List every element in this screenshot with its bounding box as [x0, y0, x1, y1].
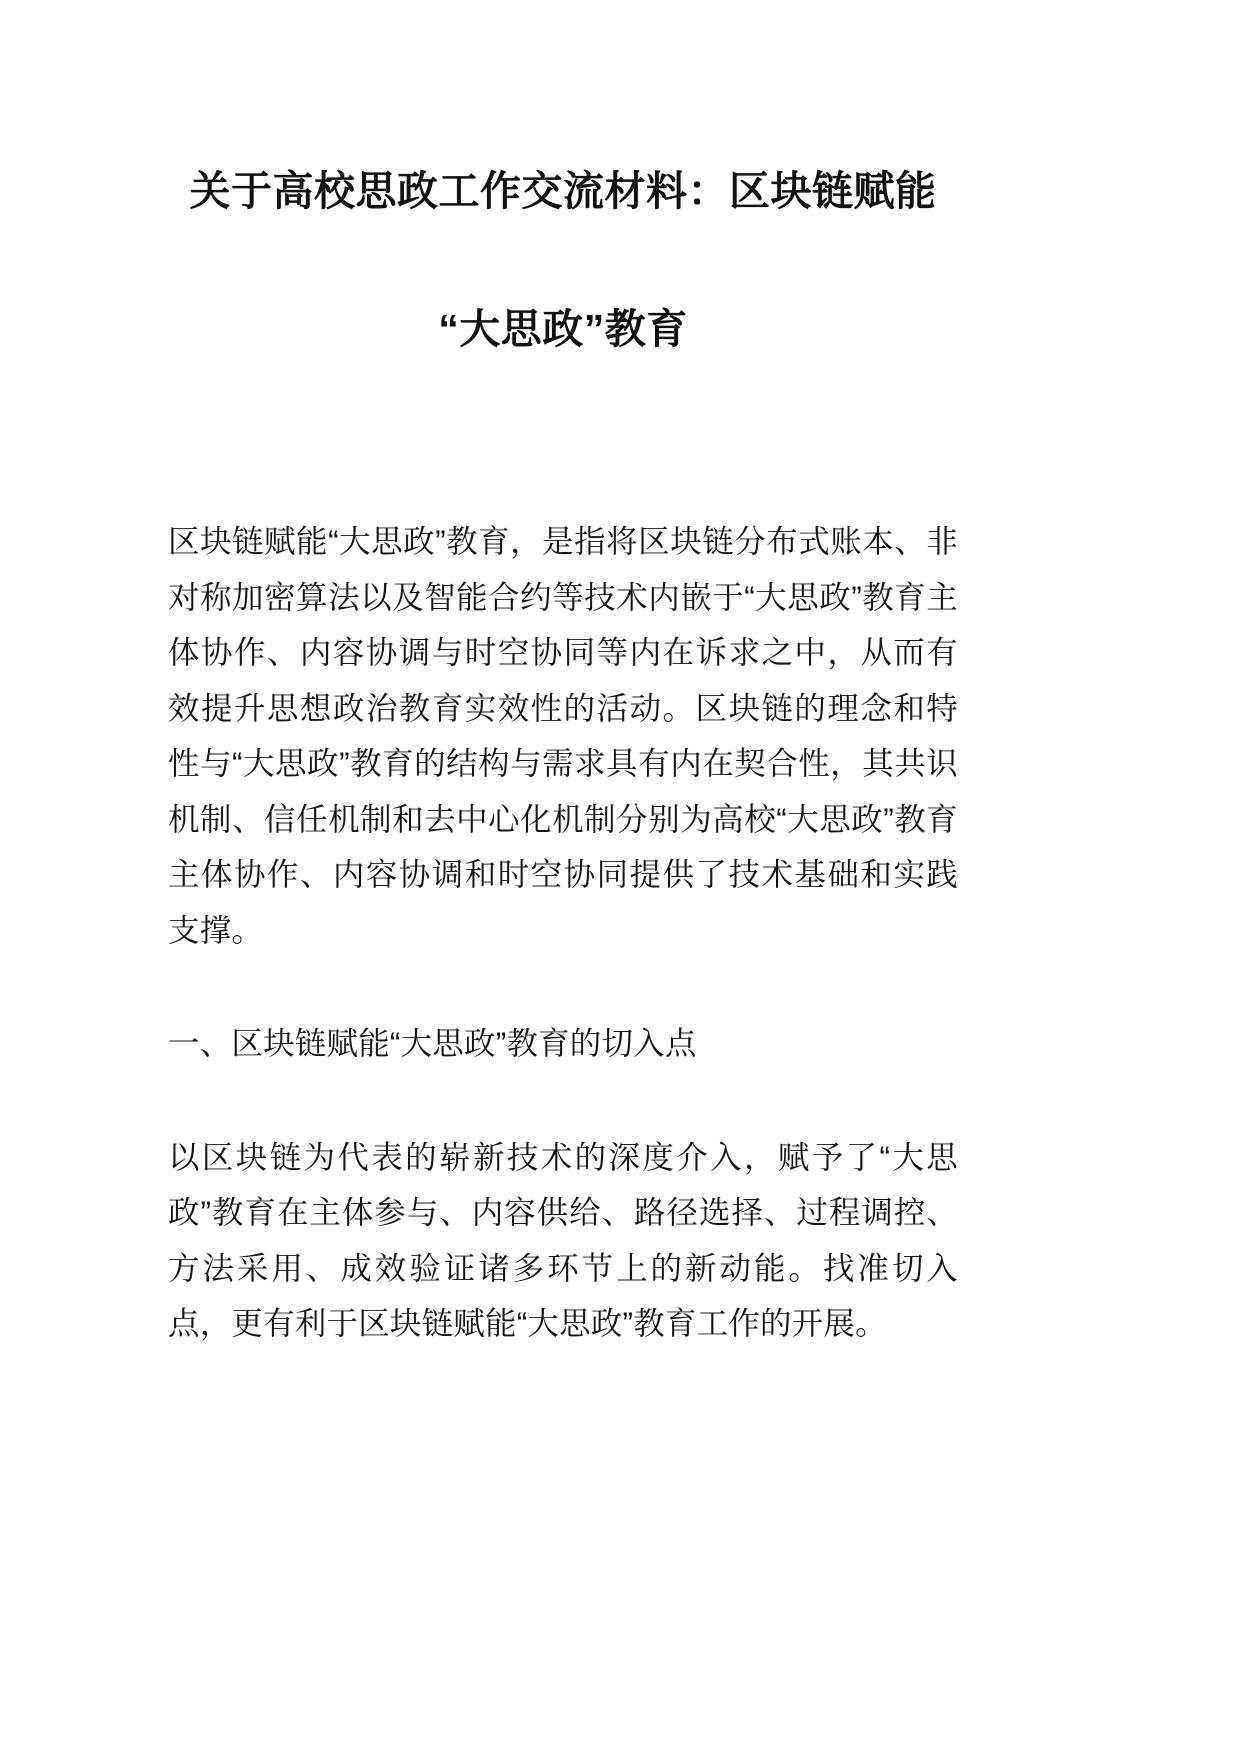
- page-title-line-2: “大思政”教育: [438, 306, 688, 352]
- section-heading-1: 一、区块链赋能“大思政”教育的切入点: [168, 1025, 697, 1061]
- paragraph-section-1-body: 以区块链为代表的崭新技术的深度介入，赋予了“大思政”教育在主体参与、内容供给、路径选择、过程调控、方法采用、成效验证诸多环节上的新动能。找准切入点，更有利于区块链赋能“大思政”教育工作的开展。: [168, 1138, 958, 1341]
- document-title-block: [168, 0, 958, 398]
- document-content: [168, 0, 958, 1352]
- page-title: [168, 122, 958, 398]
- page-title-line-1: 关于高校思政工作交流材料：区块链赋能: [189, 168, 937, 214]
- paragraph-intro: 区块链赋能“大思政”教育，是指将区块链分布式账本、非对称加密算法以及智能合约等技术内嵌于“大思政”教育主体协作、内容协调与时空协同等内在诉求之中，从而有效提升思想政治教育实效性的活动。区块链的理念和特性与“大思政”教育的结构与需求具有内在契合性，其共识机制、信任机制和去中心化机制分别为高校“大思政”教育主体协作、内容协调和时空协同提供了技术基础和实践支撑。: [168, 523, 958, 948]
